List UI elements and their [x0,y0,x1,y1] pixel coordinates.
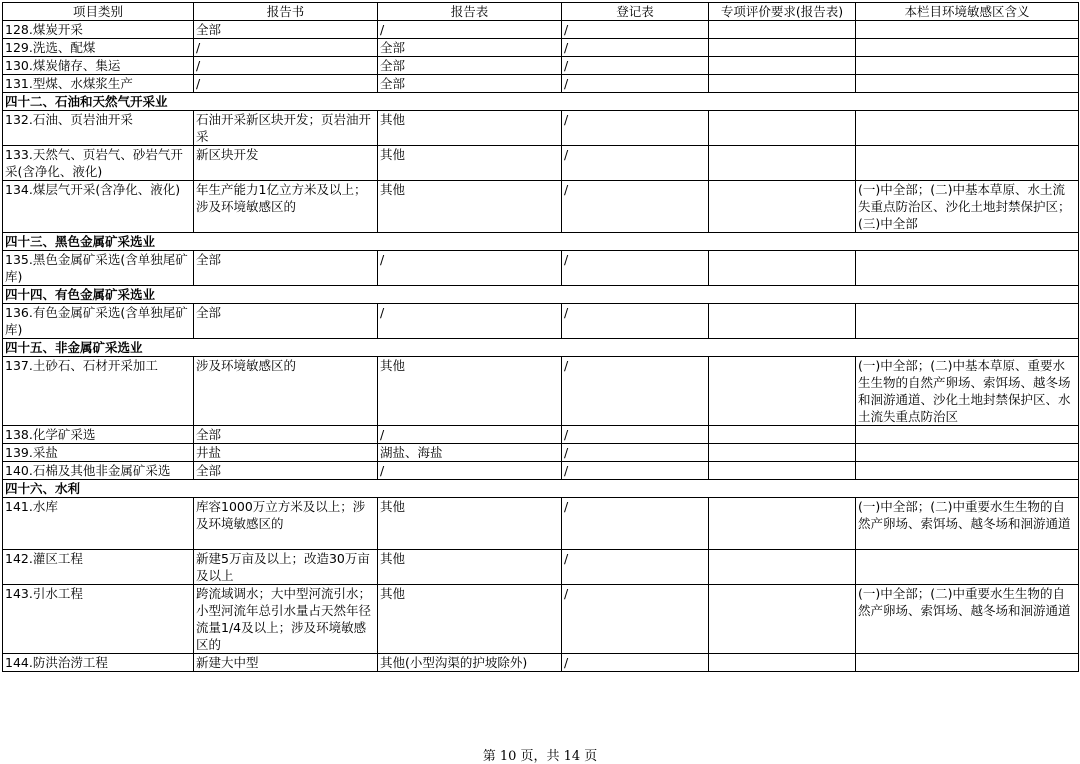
cell-report-book: 石油开采新区块开发；页岩油开采 [194,111,378,146]
cell-special-evaluation [709,39,856,57]
cell-project-category: 132.石油、页岩油开采 [3,111,194,146]
cell-sensitive-area [856,426,1079,444]
cell-registration-form: / [562,444,709,462]
cell-special-evaluation [709,21,856,39]
cell-registration-form: / [562,585,709,654]
cell-report-book: 库容1000万立方米及以上；涉及环境敏感区的 [194,498,378,550]
table-row [3,304,1079,339]
cell-special-evaluation [709,304,856,339]
cell-special-evaluation [709,585,856,654]
cell-special-evaluation [709,57,856,75]
section-row [3,233,1079,251]
cell-report-form: 湖盐、海盐 [378,444,562,462]
cell-registration-form: / [562,426,709,444]
table-row [3,75,1079,93]
page-number: 第 10 页，共 14 页 [482,749,598,764]
cell-sensitive-area [856,111,1079,146]
cell-report-form: / [378,462,562,480]
cell-report-form: 其他(小型沟渠的护坡除外) [378,654,562,672]
table-row [3,585,1079,654]
cell-report-form: 全部 [378,75,562,93]
table-row [3,146,1079,181]
cell-project-category: 139.采盐 [3,444,194,462]
cell-report-book: 新建大中型 [194,654,378,672]
cell-sensitive-area: (一)中全部；(二)中重要水生生物的自然产卵场、索饵场、越冬场和洄游通道 [856,585,1079,654]
cell-sensitive-area: (一)中全部；(二)中重要水生生物的自然产卵场、索饵场、越冬场和洄游通道 [856,498,1079,550]
section-title: 四十五、非金属矿采选业 [3,339,1079,357]
cell-special-evaluation [709,75,856,93]
table-row [3,111,1079,146]
section-row [3,93,1079,111]
cell-report-form: 其他 [378,111,562,146]
section-title: 四十四、有色金属矿采选业 [3,286,1079,304]
cell-report-form: 全部 [378,39,562,57]
section-title: 四十二、石油和天然气开采业 [3,93,1079,111]
cell-registration-form: / [562,251,709,286]
header-sensitive-area: 本栏目环境敏感区含义 [856,3,1079,21]
cell-sensitive-area [856,57,1079,75]
cell-project-category: 135.黑色金属矿采选(含单独尾矿库) [3,251,194,286]
table-row [3,426,1079,444]
cell-report-book: 新区块开发 [194,146,378,181]
section-row [3,286,1079,304]
header-report-form: 报告表 [378,3,562,21]
cell-sensitive-area [856,39,1079,57]
cell-special-evaluation [709,111,856,146]
table-header-row [3,3,1079,21]
cell-registration-form: / [562,75,709,93]
table-row [3,181,1079,233]
cell-project-category: 144.防洪治涝工程 [3,654,194,672]
cell-report-form: / [378,426,562,444]
table-row [3,498,1079,550]
cell-project-category: 134.煤层气开采(含净化、液化) [3,181,194,233]
cell-report-book: / [194,39,378,57]
cell-report-form: 其他 [378,357,562,426]
cell-report-book: / [194,57,378,75]
cell-registration-form: / [562,498,709,550]
cell-report-book: 涉及环境敏感区的 [194,357,378,426]
cell-report-form: 其他 [378,585,562,654]
cell-sensitive-area [856,444,1079,462]
cell-project-category: 141.水库 [3,498,194,550]
table-row [3,654,1079,672]
table-body [3,21,1079,672]
table-row [3,462,1079,480]
cell-report-form: 全部 [378,57,562,75]
environmental-assessment-table [2,2,1079,672]
cell-report-book: 年生产能力1亿立方米及以上；涉及环境敏感区的 [194,181,378,233]
cell-sensitive-area [856,654,1079,672]
cell-special-evaluation [709,550,856,585]
cell-project-category: 130.煤炭储存、集运 [3,57,194,75]
cell-special-evaluation [709,444,856,462]
cell-report-form: 其他 [378,146,562,181]
cell-report-book: 全部 [194,304,378,339]
cell-special-evaluation [709,181,856,233]
cell-special-evaluation [709,357,856,426]
table-row [3,39,1079,57]
header-special-evaluation: 专项评价要求(报告表) [709,3,856,21]
cell-project-category: 128.煤炭开采 [3,21,194,39]
cell-registration-form: / [562,181,709,233]
table-row [3,444,1079,462]
header-project-category: 项目类别 [3,3,194,21]
cell-project-category: 140.石棉及其他非金属矿采选 [3,462,194,480]
cell-report-form: / [378,304,562,339]
section-title: 四十三、黑色金属矿采选业 [3,233,1079,251]
cell-project-category: 131.型煤、水煤浆生产 [3,75,194,93]
header-report-book: 报告书 [194,3,378,21]
cell-report-form: 其他 [378,498,562,550]
cell-report-book: 跨流域调水；大中型河流引水；小型河流年总引水量占天然年径流量1/4及以上；涉及环境敏感区的 [194,585,378,654]
cell-registration-form: / [562,39,709,57]
header-registration-form: 登记表 [562,3,709,21]
table-row [3,57,1079,75]
cell-project-category: 142.灌区工程 [3,550,194,585]
cell-project-category: 138.化学矿采选 [3,426,194,444]
cell-sensitive-area [856,251,1079,286]
cell-sensitive-area: (一)中全部；(二)中基本草原、重要水生生物的自然产卵场、索饵场、越冬场和洄游通道、沙化土地封禁保护区、水土流失重点防治区 [856,357,1079,426]
section-row [3,480,1079,498]
cell-registration-form: / [562,57,709,75]
cell-registration-form: / [562,462,709,480]
cell-project-category: 137.土砂石、石材开采加工 [3,357,194,426]
section-title: 四十六、水利 [3,480,1079,498]
cell-project-category: 143.引水工程 [3,585,194,654]
cell-special-evaluation [709,654,856,672]
cell-sensitive-area [856,462,1079,480]
cell-special-evaluation [709,498,856,550]
cell-report-form: / [378,21,562,39]
cell-report-form: 其他 [378,181,562,233]
cell-special-evaluation [709,426,856,444]
cell-report-form: 其他 [378,550,562,585]
cell-registration-form: / [562,550,709,585]
cell-registration-form: / [562,111,709,146]
cell-report-book: 全部 [194,462,378,480]
cell-registration-form: / [562,357,709,426]
cell-sensitive-area [856,304,1079,339]
cell-registration-form: / [562,304,709,339]
cell-special-evaluation [709,251,856,286]
section-row [3,339,1079,357]
table-row [3,251,1079,286]
cell-report-form: / [378,251,562,286]
cell-report-book: 新建5万亩及以上；改造30万亩及以上 [194,550,378,585]
cell-project-category: 136.有色金属矿采选(含单独尾矿库) [3,304,194,339]
cell-registration-form: / [562,146,709,181]
cell-report-book: / [194,75,378,93]
cell-project-category: 133.天然气、页岩气、砂岩气开采(含净化、液化) [3,146,194,181]
cell-special-evaluation [709,462,856,480]
cell-sensitive-area [856,21,1079,39]
cell-registration-form: / [562,654,709,672]
cell-sensitive-area: (一)中全部；(二)中基本草原、水土流失重点防治区、沙化土地封禁保护区；(三)中全部 [856,181,1079,233]
cell-sensitive-area [856,75,1079,93]
cell-report-book: 井盐 [194,444,378,462]
cell-report-book: 全部 [194,21,378,39]
cell-registration-form: / [562,21,709,39]
table-row [3,550,1079,585]
cell-sensitive-area [856,550,1079,585]
table-row [3,21,1079,39]
cell-special-evaluation [709,146,856,181]
cell-project-category: 129.洗选、配煤 [3,39,194,57]
cell-sensitive-area [856,146,1079,181]
cell-report-book: 全部 [194,251,378,286]
table-row [3,357,1079,426]
cell-report-book: 全部 [194,426,378,444]
